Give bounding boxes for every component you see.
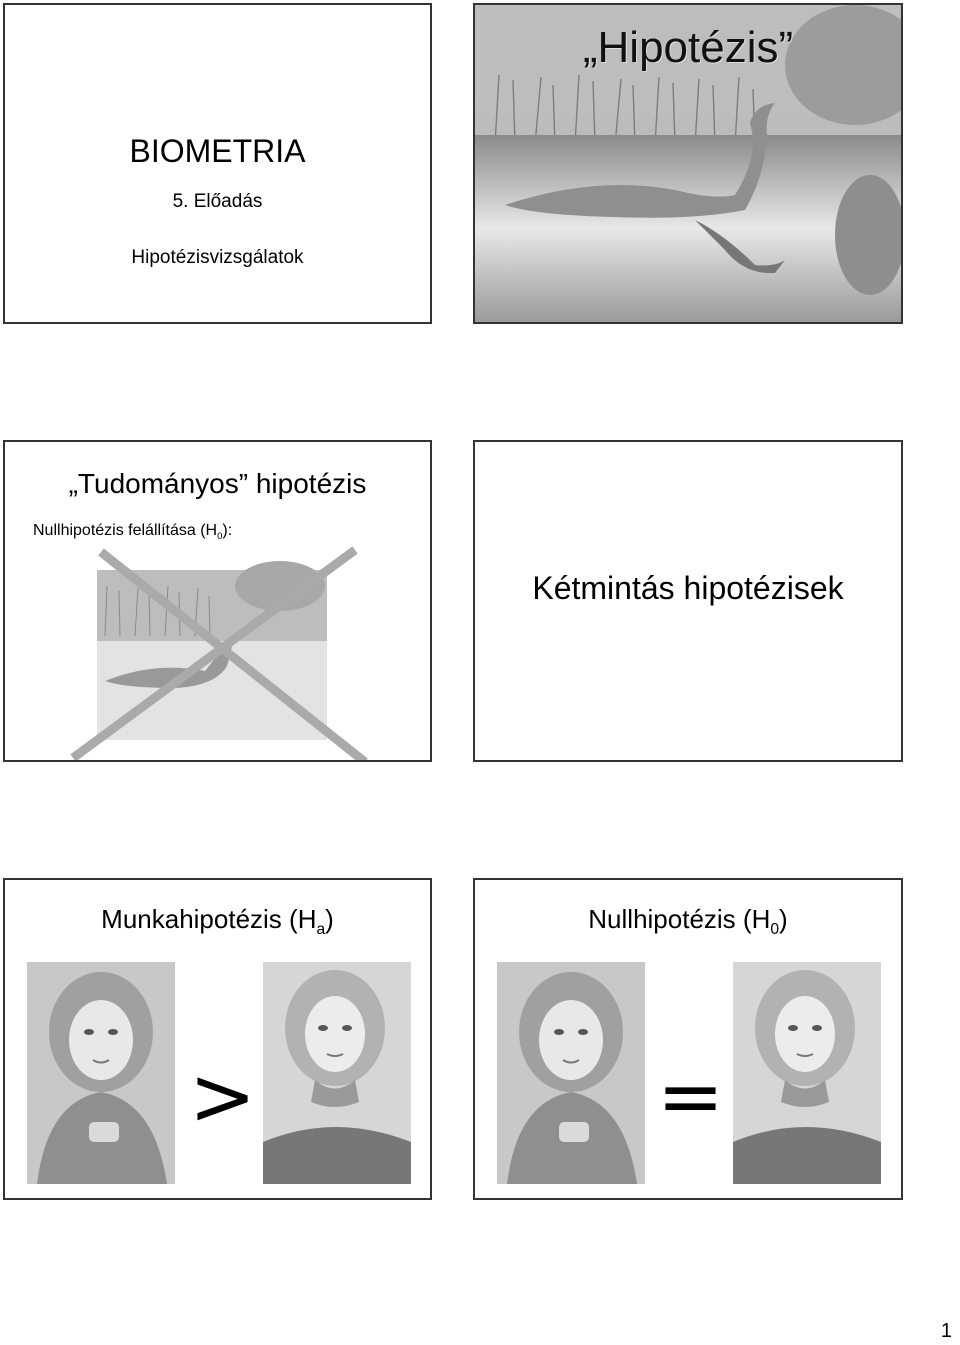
slide-biometria bbox=[3, 3, 432, 324]
slide-hipotezis bbox=[473, 3, 903, 324]
slide-munkahipotezis bbox=[3, 878, 432, 1200]
slide-tudomanyos-hipotezis bbox=[3, 440, 432, 762]
slide-title: BIOMETRIA bbox=[129, 133, 306, 169]
portrait-photo bbox=[733, 962, 881, 1184]
greater-than-operator: > bbox=[189, 1050, 257, 1143]
slide-title: „Tudományos” hipotézis bbox=[68, 468, 367, 499]
slide-title: „Hipotézis” bbox=[582, 23, 794, 72]
slide-title: Munkahipotézis $(H_a)$ bbox=[101, 904, 334, 939]
crossed-out-photo bbox=[65, 546, 385, 762]
slide-ketmintas bbox=[473, 440, 903, 762]
portrait-photo bbox=[27, 962, 175, 1184]
lecture-number: 5. Előadás bbox=[172, 191, 263, 212]
slide-nullhipotezis bbox=[473, 878, 903, 1200]
portrait-photo bbox=[497, 962, 645, 1184]
slide-title: Nullhipotézis $(H_0)$ bbox=[588, 904, 788, 939]
page-number: 1 bbox=[940, 1320, 952, 1342]
slide-subtitle: Nullhipotézis felállítása $(H_0)$: bbox=[33, 522, 233, 543]
portrait-photo bbox=[263, 962, 411, 1184]
lecture-topic: Hipotézisvizsgálatok bbox=[131, 247, 304, 268]
slide-title: Kétmintás hipotézisek bbox=[532, 570, 844, 606]
equals-operator: = bbox=[657, 1050, 725, 1143]
